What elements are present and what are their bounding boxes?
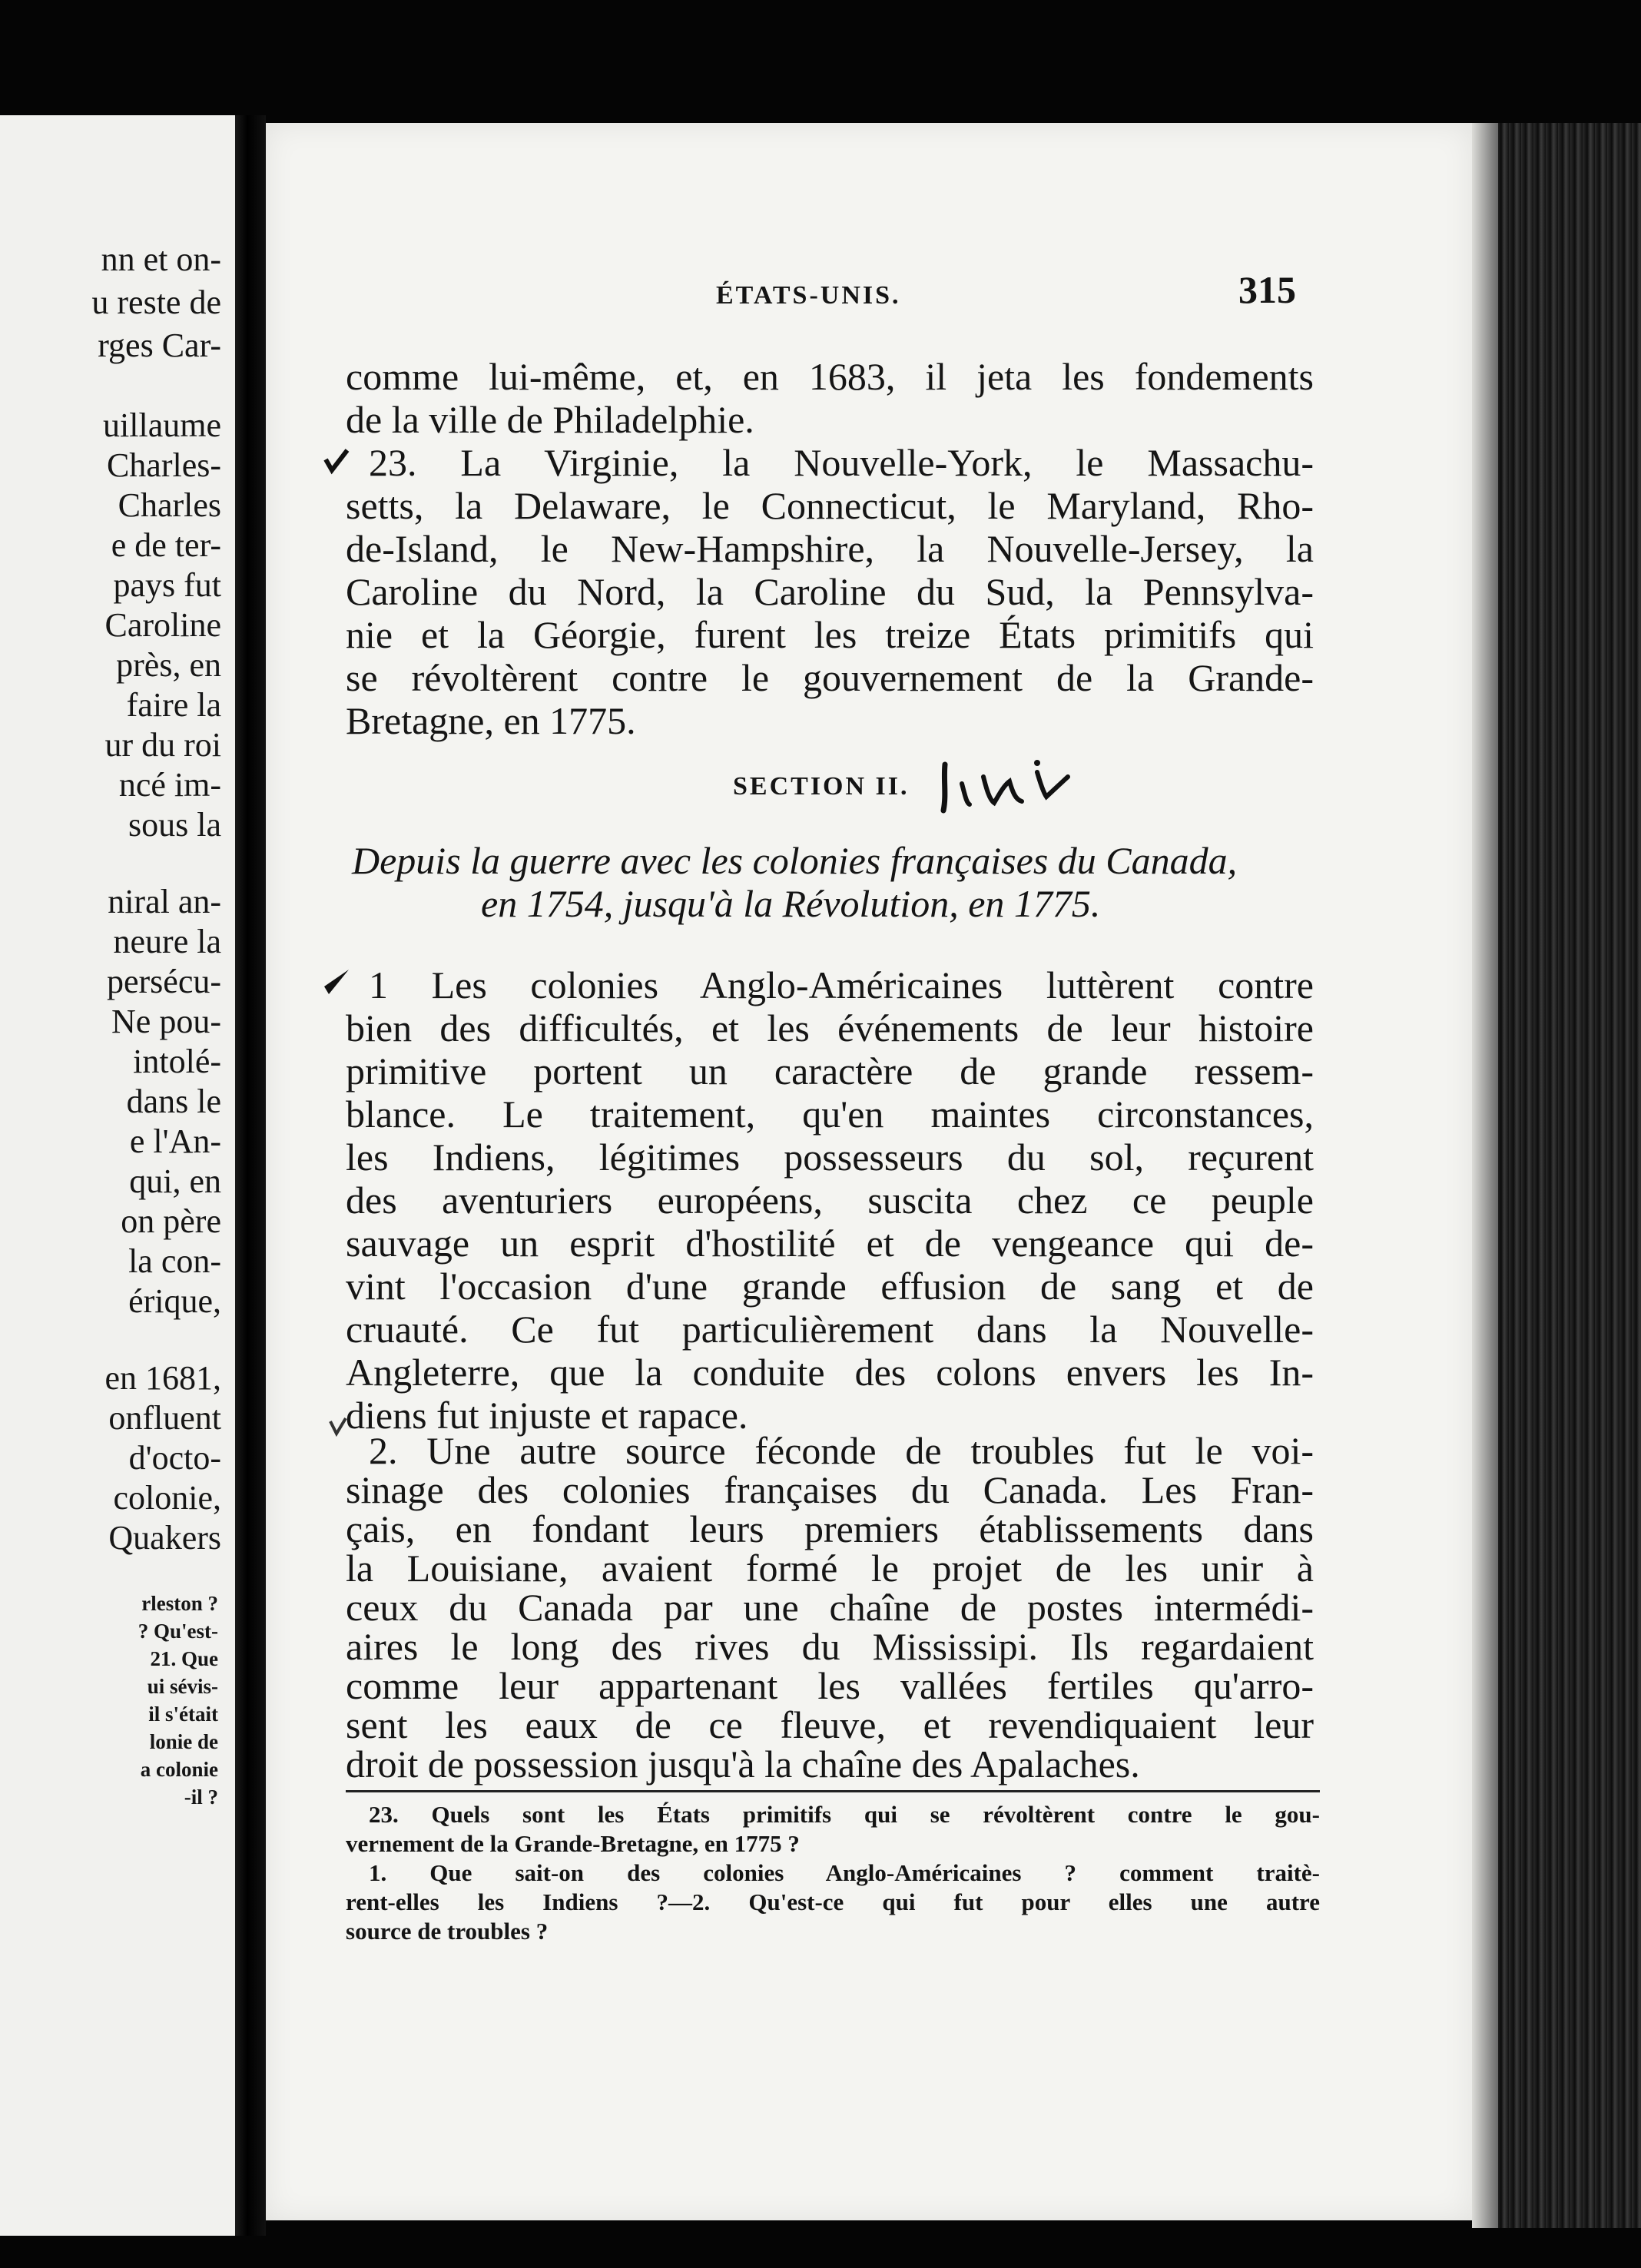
left-page-note-line: ui sévis- <box>147 1675 218 1698</box>
left-page-line: intolé- <box>133 1043 221 1080</box>
body-line: 2. Une autre source féconde de troubles fut le voi- <box>369 1429 1314 1472</box>
body-line: Angleterre, que la conduite des colons envers les In- <box>346 1351 1314 1394</box>
left-page-line: la con- <box>128 1242 221 1280</box>
left-page-line: u reste de <box>91 284 221 321</box>
left-page-line: ncé im- <box>118 766 221 804</box>
left-page-line: Caroline <box>104 606 221 644</box>
body-line: cruauté. Ce fut particulièrement dans la Nouvelle- <box>346 1308 1314 1351</box>
footnote-line: 23. Quels sont les États primitifs qui se révoltèrent contre le gou- <box>369 1801 1320 1828</box>
body-line: des aventuriers européens, suscita chez ce peuple <box>346 1179 1314 1222</box>
body-line: Caroline du Nord, la Caroline du Sud, la Pennsylva- <box>346 570 1314 613</box>
left-page-line: en 1681, <box>104 1359 221 1397</box>
section-subtitle-line: en 1754, jusqu'à la Révolution, en 1775. <box>481 882 1101 925</box>
left-page-line: qui, en <box>129 1162 221 1200</box>
section-subtitle-line: Depuis la guerre avec les colonies françaises du Canada, <box>352 839 1238 882</box>
body-line: vint l'occasion d'une grande effusion de sang et de <box>346 1265 1314 1308</box>
left-page-line: niral an- <box>108 883 221 920</box>
body-line: Bretagne, en 1775. <box>346 699 636 742</box>
left-page-note-line: 21. Que <box>150 1647 218 1670</box>
body-line: de-Island, le New-Hampshire, la Nouvelle-Jersey, la <box>346 527 1314 570</box>
footnote-line: source de troubles ? <box>346 1918 549 1945</box>
book-gutter <box>235 115 266 2236</box>
page-number: 315 <box>1238 268 1296 311</box>
left-page-line: érique, <box>128 1282 221 1320</box>
body-line: ceux du Canada par une chaîne de postes intermédi- <box>346 1586 1314 1629</box>
body-line: sauvage un esprit d'hostilité et de vengeance qui de- <box>346 1222 1314 1265</box>
left-page-line: pays fut <box>113 566 221 604</box>
page-edge-shadow <box>1472 123 1498 2228</box>
running-head: ÉTATS-UNIS. <box>716 281 901 310</box>
left-page-note-line: -il ? <box>184 1786 218 1809</box>
left-page-line: sous la <box>128 806 221 844</box>
left-page-line: Charles <box>118 486 221 524</box>
left-page-note-line: rleston ? <box>141 1592 218 1615</box>
margin-check-icon <box>321 446 352 476</box>
footnote-line: 1. Que sait-on des colonies Anglo-Américaines ? comment traitè- <box>369 1859 1320 1886</box>
left-page-line: dans le <box>126 1083 221 1120</box>
body-line: se révoltèrent contre le gouvernement de la Grande- <box>346 656 1314 699</box>
body-line: aires le long des rives du Mississipi. Ils regardaient <box>346 1625 1314 1668</box>
body-line: de la ville de Philadelphie. <box>346 398 754 441</box>
body-line: comme lui-même, et, en 1683, il jeta les fondements <box>346 355 1314 398</box>
left-page-note-line: lonie de <box>149 1730 218 1753</box>
left-page-line: faire la <box>126 686 221 724</box>
body-line: blance. Le traitement, qu'en maintes circonstances, <box>346 1093 1314 1136</box>
body-line: setts, la Delaware, le Connecticut, le Maryland, Rho- <box>346 484 1314 527</box>
left-page-note-line: a colonie <box>140 1758 218 1781</box>
body-line: çais, en fondant leurs premiers établissements dans <box>346 1507 1314 1550</box>
body-line: primitive portent un caractère de grande ressem- <box>346 1049 1314 1093</box>
left-facing-page <box>0 115 235 2236</box>
body-line: diens fut injuste et rapace. <box>346 1394 748 1437</box>
left-page-note-line: il s'était <box>148 1703 218 1726</box>
left-page-line: neure la <box>113 923 221 960</box>
body-line: nie et la Géorgie, furent les treize États primitifs qui <box>346 613 1314 656</box>
left-page-line: uillaume <box>103 406 221 444</box>
left-page-line: e l'An- <box>129 1122 221 1160</box>
footnote-line: vernement de la Grande-Bretagne, en 1775 ? <box>346 1830 800 1857</box>
body-line: sinage des colonies françaises du Canada. Les Fran- <box>346 1468 1314 1511</box>
body-line: comme leur appartenant les vallées fertiles qu'arro- <box>346 1664 1314 1707</box>
left-page-line: Quakers <box>108 1519 221 1557</box>
margin-check-icon <box>318 963 355 1000</box>
handwritten-annotation <box>939 749 1077 818</box>
body-line: la Louisiane, avaient formé le projet de les unir à <box>346 1547 1314 1590</box>
left-page-line: d'octo- <box>128 1439 221 1477</box>
body-line: les Indiens, légitimes possesseurs du sol, reçurent <box>346 1136 1314 1179</box>
body-line: 1 Les colonies Anglo-Américaines luttèrent contre <box>369 963 1314 1006</box>
left-page-line: nn et on- <box>101 240 221 278</box>
left-page-line: Charles- <box>106 446 221 484</box>
left-page-line: on père <box>121 1202 221 1240</box>
left-page-line: rges Car- <box>98 327 221 364</box>
left-page-line: Ne pou- <box>111 1003 221 1040</box>
left-page-line: e de ter- <box>111 526 221 564</box>
left-page-line: persécu- <box>106 963 221 1000</box>
body-line: bien des difficultés, et les événements de leur histoire <box>346 1006 1314 1049</box>
left-page-note-line: ? Qu'est- <box>138 1620 218 1643</box>
left-page-line: près, en <box>116 646 221 684</box>
footnote-divider <box>346 1790 1320 1792</box>
body-line: 23. La Virginie, la Nouvelle-York, le Massachu- <box>369 441 1314 484</box>
left-page-line: colonie, <box>113 1479 221 1517</box>
body-line: sent les eaux de ce fleuve, et revendiquaient leur <box>346 1703 1314 1746</box>
section-heading: SECTION II. <box>733 772 910 801</box>
left-page-line: ur du roi <box>104 726 221 764</box>
body-line: droit de possession jusqu'à la chaîne des Apalaches. <box>346 1742 1140 1786</box>
left-page-line: onfluent <box>108 1399 221 1437</box>
footnote-line: rent-elles les Indiens ?—2. Qu'est-ce qui fut pour elles une autre <box>346 1888 1320 1915</box>
